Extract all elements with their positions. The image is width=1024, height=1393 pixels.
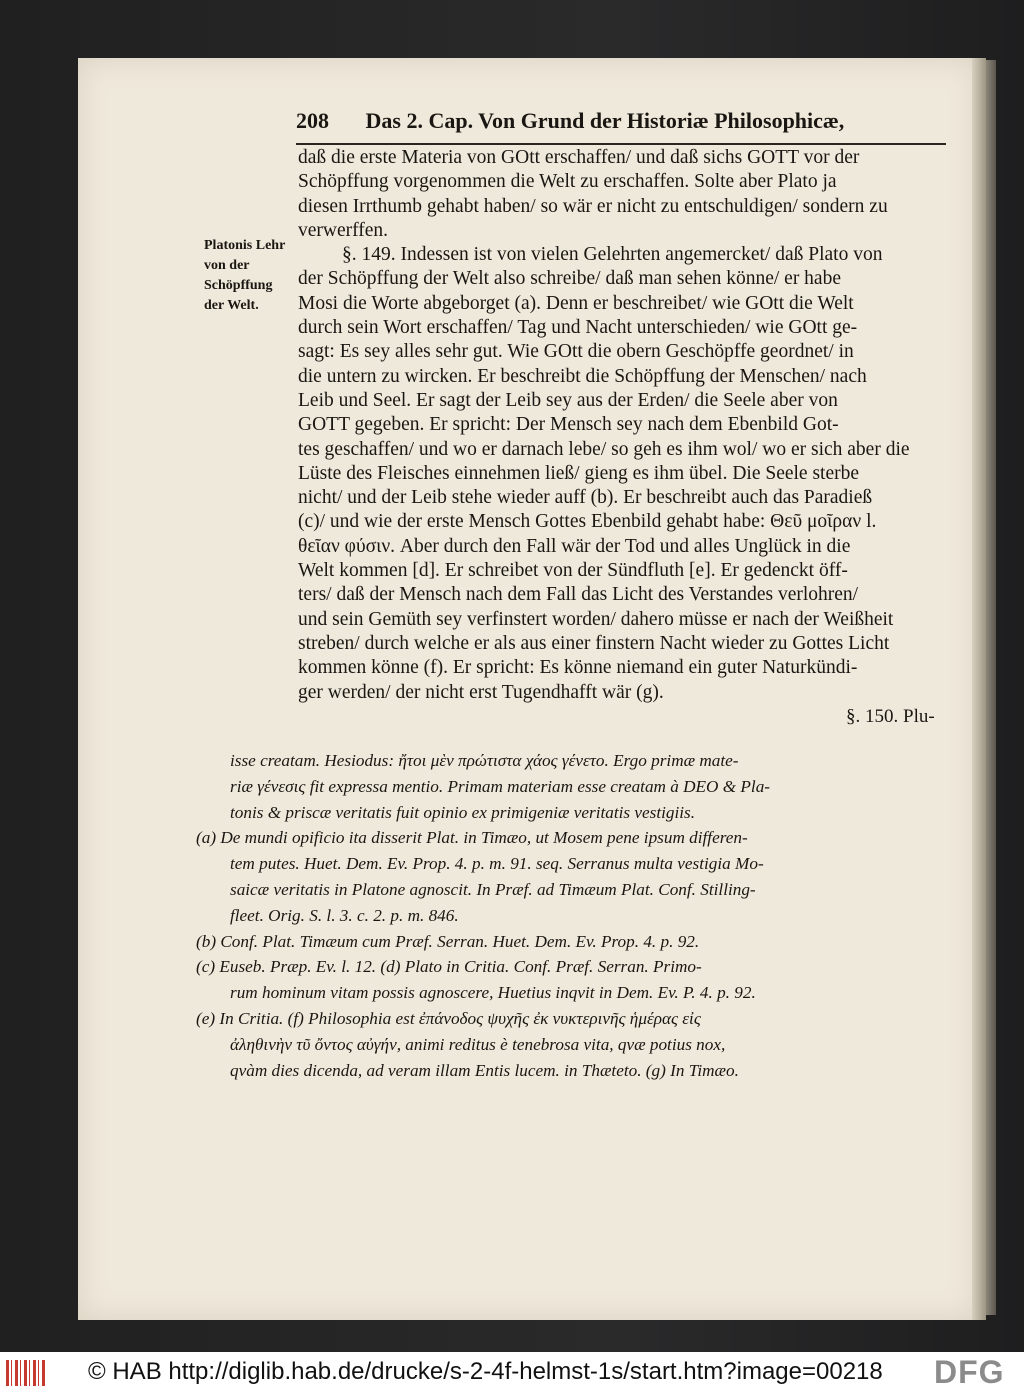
text-line: streben/ durch welche er als aus einer finstern Nacht wieder zu Gottes Licht: [298, 632, 890, 654]
footnote-line: (a) De mundi opificio ita disserit Plat. in Timæo, ut Mosem pene ipsum differen-: [196, 828, 748, 848]
page-edge: [972, 58, 986, 1320]
text-line: nicht/ und der Leib stehe wieder auff (b). Er beschreibt auch das Paradieß: [298, 487, 873, 509]
page-edge-shadow: [986, 60, 996, 1315]
footnote-line: fleet. Orig. S. l. 3. c. 2. p. m. 846.: [230, 905, 459, 925]
text-line: §. 149. Indessen ist von vielen Gelehrten angemercket/ daß Plato von: [342, 244, 883, 266]
catchword: §. 150. Plu-: [846, 706, 935, 727]
footnote-line: (c) Euseb. Præp. Ev. l. 12. (d) Plato in Critia. Conf. Præf. Serran. Primo-: [196, 957, 702, 977]
text-line: durch sein Wort erschaffen/ Tag und Nacht unterschieden/ wie GOtt ge-: [298, 317, 858, 339]
dfg-logo: DFG: [934, 1354, 1005, 1390]
main-text: [298, 146, 946, 705]
text-line: ger werden/ der nicht erst Tugendhafft wär (g).: [298, 681, 664, 703]
barcode-icon: [6, 1360, 46, 1386]
footnote-line: riæ γένεσις fit expressa mentio. Primam materiam esse creatam à DEO & Pla-: [230, 776, 771, 796]
text-line: (c)/ und wie der erste Mensch Gottes Ebenbild gehabt habe: Θεῦ μοῖραν l.: [298, 511, 877, 533]
footer-bar: [0, 1352, 1024, 1393]
footnote-line: qvàm dies dicenda, ad veram illam Entis lucem. in Thæteto. (g) In Timæo.: [230, 1060, 739, 1080]
marginal-note-line: Platonis Lehr: [204, 238, 286, 253]
text-line: der Schöpffung der Welt also schreibe/ daß man sehen könne/ er habe: [298, 268, 841, 290]
text-line: daß die erste Materia von GOtt erschaffen/ und daß sichs GOTT vor der: [298, 147, 860, 168]
text-line: tes geschaffen/ und wo er darnach lebe/ so geh es ihm wol/ wo er sich aber die: [298, 438, 910, 460]
text-line: GOTT gegeben. Er spricht: Der Mensch sey nach dem Ebenbild Got-: [298, 414, 839, 436]
page-number: 208: [296, 108, 329, 133]
text-line: und sein Gemüth sey verfinstert worden/ dahero müsse er nach der Weißheit: [298, 608, 894, 630]
marginal-note-line: von der: [204, 258, 250, 273]
footnote-line: ἀληθινὴν τῦ ὄντος αὐγήν, animi reditus è tenebrosa vita, qvæ potius nox,: [230, 1034, 726, 1054]
running-title: Das 2. Cap. Von Grund der Historiæ Philosophicæ,: [365, 108, 845, 133]
text-line: sagt: Es sey alles sehr gut. Wie GOtt die obern Geschöpffe geordnet/ in: [298, 341, 854, 363]
footnote-line: saicæ veritatis in Platone agnoscit. In Præf. ad Timæum Plat. Conf. Stilling-: [230, 879, 756, 899]
footnote-line: (e) In Critia. (f) Philosophia est ἐπάνοδος ψυχῆς ἐκ νυκτερινῆς ἡμέρας εἰς: [196, 1008, 701, 1028]
marginal-note-line: Schöpffung: [204, 278, 273, 293]
text-line: Leib und Seel. Er sagt der Leib sey aus der Erden/ die Seele aber von: [298, 389, 838, 411]
text-line: Lüste des Fleisches einnehmen ließ/ gieng es ihm übel. Die Seele sterbe: [298, 462, 860, 484]
marginal-note: [204, 236, 300, 316]
footnote-line: isse creatam. Hesiodus: ἤτοι μὲν πρώτιστα χάος γένετο. Ergo primæ mate-: [230, 751, 739, 770]
marginal-note-line: der Welt.: [204, 298, 259, 313]
footnote-line: rum hominum vitam possis agnoscere, Huetius inqvit in Dem. Ev. P. 4. p. 92.: [230, 983, 756, 1003]
footnote-line: tonis & priscæ veritatis fuit opinio ex primigeniæ veritatis vestigiis.: [230, 802, 695, 822]
copyright-link[interactable]: © HAB http://diglib.hab.de/drucke/s-2-4f-helmst-1s/start.htm?image=00218: [88, 1358, 883, 1385]
text-line: Mosi die Worte abgeborget (a). Denn er beschreibet/ wie GOtt die Welt: [298, 292, 854, 314]
text-line: diesen Irrthumb gehabt haben/ so wär er nicht zu entschuldigen/ sondern zu: [298, 195, 888, 217]
footnotes: [196, 748, 950, 1083]
running-header: [296, 108, 946, 140]
text-line: die untern zu wircken. Er beschreibt die Schöpffung der Menschen/ nach: [298, 365, 867, 387]
text-line: verwerffen.: [298, 219, 389, 241]
footnote-line: tem putes. Huet. Dem. Ev. Prop. 4. p. m. 91. seq. Serranus multa vestigia Mo-: [230, 854, 764, 874]
text-line: θεῖαν φύσιν. Aber durch den Fall wär der Tod und alles Unglück in die: [298, 535, 851, 557]
footnote-line: (b) Conf. Plat. Timæum cum Præf. Serran. Huet. Dem. Ev. Prop. 4. p. 92.: [196, 931, 700, 951]
text-line: Schöpffung vorgenommen die Welt zu erschaffen. Solte aber Plato ja: [298, 171, 837, 193]
header-rule: [296, 143, 946, 145]
text-line: kommen könne (f). Er spricht: Es könne niemand ein guter Naturkündi-: [298, 657, 858, 679]
text-line: Welt kommen [d]. Er schreibet von der Sündfluth [e]. Er gedenckt öff-: [298, 560, 848, 582]
text-line: ters/ daß der Mensch nach dem Fall das Licht des Verstandes verlohren/: [298, 584, 859, 606]
